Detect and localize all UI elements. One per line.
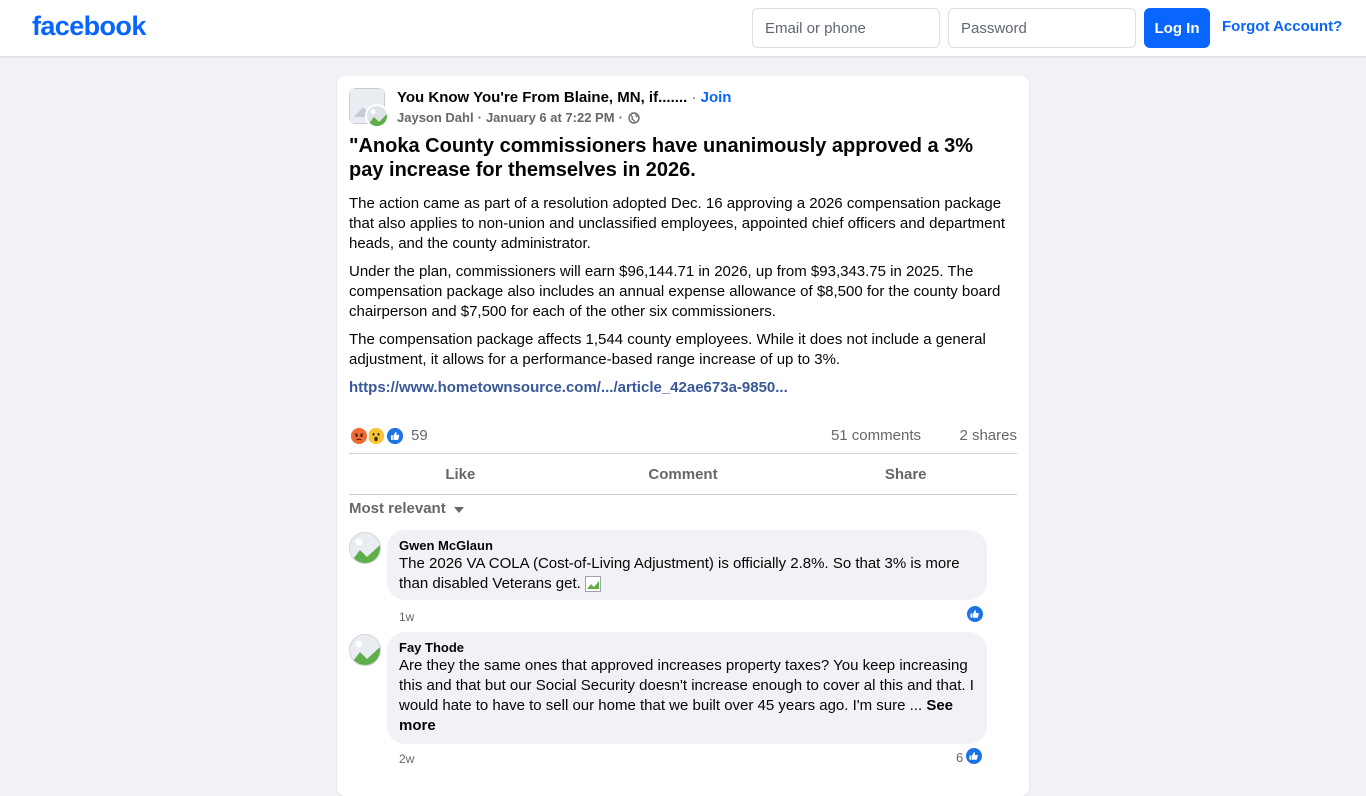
email-field[interactable] [752, 8, 940, 48]
group-avatar[interactable] [349, 88, 389, 128]
commenter-avatar[interactable] [349, 532, 381, 564]
post-action-bar [349, 453, 1017, 495]
forgot-account-link[interactable]: Forgot Account? [1222, 18, 1343, 35]
article-link[interactable]: https://www.hometownsource.com/.../article_42ae673a-9850... [349, 379, 788, 396]
top-navigation-bar [0, 0, 1366, 56]
like-reaction-icon[interactable] [964, 746, 984, 766]
globe-icon[interactable] [628, 112, 640, 124]
comment-body: The 2026 VA COLA (Cost-of-Living Adjustment) is officially 2.8%. So that 3% is more than disabled Veterans get. [399, 555, 960, 592]
password-field[interactable] [948, 8, 1136, 48]
post-card [337, 76, 1029, 796]
comment-timestamp-link[interactable]: 1w [399, 610, 415, 624]
comment-sort-dropdown[interactable] [349, 500, 464, 517]
comment-bubble [387, 530, 987, 600]
angry-reaction-icon [349, 426, 369, 446]
separator-dot: · [477, 110, 482, 125]
post-paragraph: Under the plan, commissioners will earn $96,144.71 in 2026, up from $93,343.75 in 2025. The compensation package also includes an annual expense allowance of $8,500 for the county board chairperson and $7,500 for each of the other six commissioners. [349, 263, 1001, 320]
wow-reaction-icon [366, 426, 386, 446]
reactions-summary [349, 424, 1017, 448]
comment-like-count[interactable]: 6 [956, 750, 964, 765]
reaction-count[interactable]: 59 [411, 427, 428, 444]
like-reaction-icon[interactable] [965, 604, 985, 624]
separator-dot: · [618, 110, 623, 125]
post-headline: "Anoka County commissioners have unanimously approved a 3% pay increase for themselves in 2026. [349, 135, 974, 181]
comment-author-link[interactable]: Fay Thode [399, 640, 465, 655]
login-button[interactable]: Log In [1144, 8, 1210, 48]
author-name-link[interactable]: Jayson Dahl [397, 110, 474, 125]
join-group-link[interactable]: Join [700, 89, 732, 106]
group-name-link[interactable]: You Know You're From Blaine, MN, if....... [397, 89, 688, 106]
comment-body: Are they the same ones that approved increases property taxes? You keep increasing this and that but our Social Security doesn't increase enough to cover al this and that. I would hate to have to sell our home that we built over 45 years ago. I'm sure ... [399, 657, 974, 714]
broken-image-icon [585, 576, 601, 592]
comment-author-link[interactable]: Gwen McGlaun [399, 538, 493, 553]
share-button[interactable]: Share [884, 465, 927, 483]
like-reaction-icon [385, 426, 405, 446]
comment-bubble [387, 632, 987, 744]
comment-timestamp-link[interactable]: 2w [399, 752, 415, 766]
comment-text [399, 656, 975, 736]
comment-button[interactable]: Comment [648, 465, 718, 483]
comment-text [399, 554, 975, 594]
separator-dot: · [691, 89, 697, 106]
share-count-link[interactable]: 2 shares [959, 427, 1017, 444]
comment-count-link[interactable]: 51 comments [830, 427, 921, 444]
post-header-line [397, 89, 731, 106]
reaction-icons[interactable] [349, 426, 409, 446]
post-meta [397, 110, 640, 125]
see-more-link[interactable]: See more [399, 697, 954, 734]
post-paragraph: The action came as part of a resolution adopted Dec. 16 approving a 2026 compensation package that also applies to non-union and unclassified employees, appointed chief officers and department heads, and the county administrator. [349, 195, 1005, 252]
like-button[interactable]: Like [445, 465, 476, 483]
author-avatar-small[interactable] [365, 104, 389, 128]
sort-label: Most relevant [349, 500, 446, 517]
caret-down-icon [454, 507, 464, 513]
post-timestamp-link[interactable]: January 6 at 7:22 PM [485, 110, 615, 125]
facebook-logo[interactable]: facebook [32, 11, 146, 41]
post-paragraph: The compensation package affects 1,544 county employees. While it does not include a general adjustment, it allows for a performance-based range increase of up to 3%. [349, 331, 986, 368]
commenter-avatar[interactable] [349, 634, 381, 666]
